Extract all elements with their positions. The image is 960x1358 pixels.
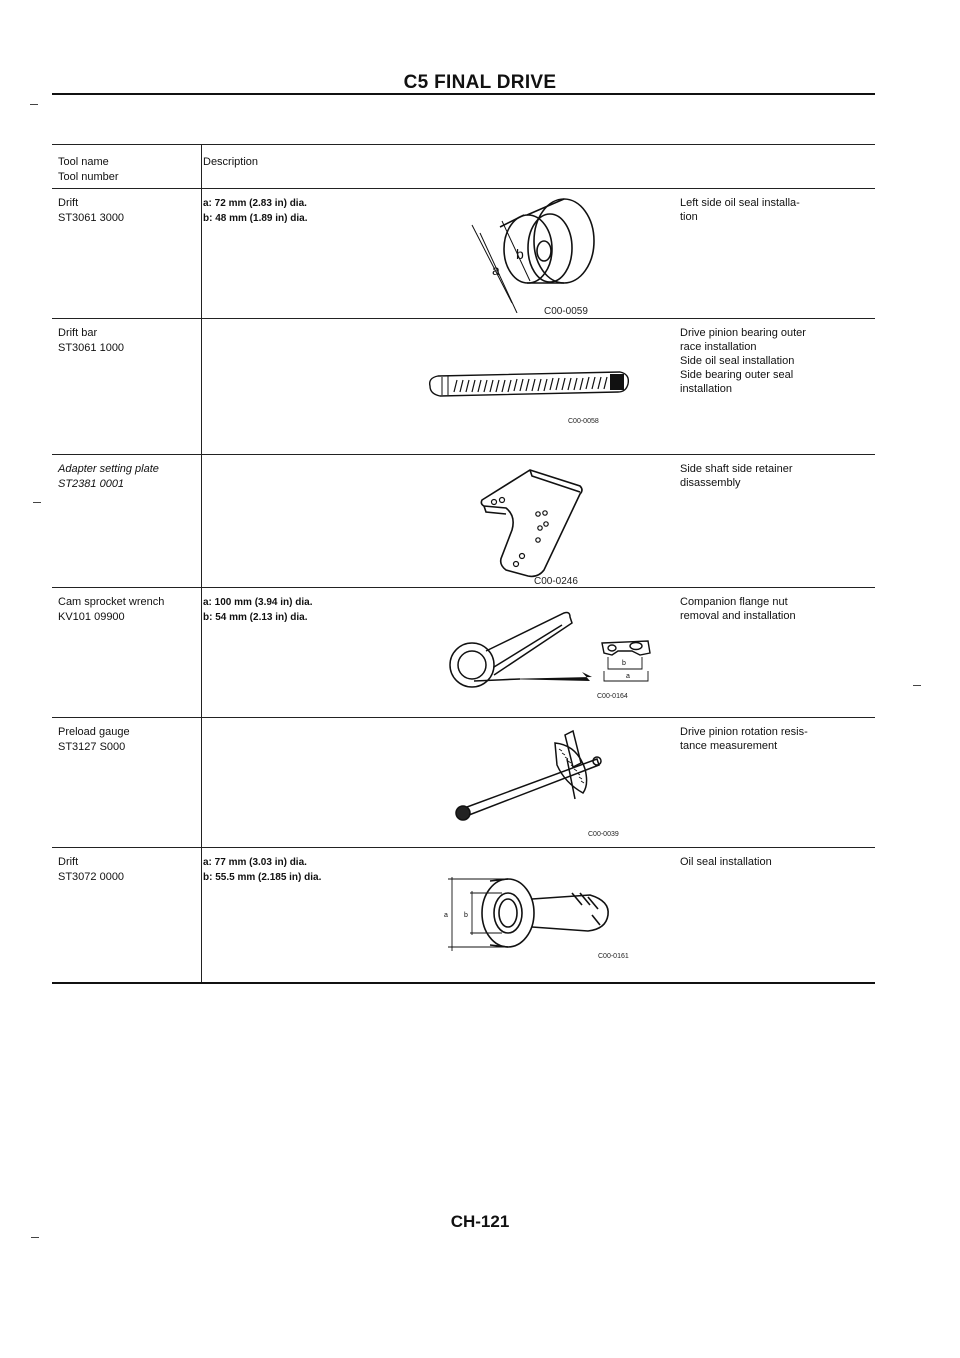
usage-line: race installation xyxy=(680,341,757,353)
tool-cell xyxy=(58,595,164,625)
table-header-tool xyxy=(58,155,119,185)
tool-number: ST3072 0000 xyxy=(58,871,125,883)
row-rule xyxy=(52,454,875,455)
usage-line: Drive pinion rotation resis- xyxy=(680,726,808,738)
tool-name: Drift xyxy=(58,856,79,868)
label-b: b xyxy=(516,246,524,262)
tool-name: Preload gauge xyxy=(58,726,130,738)
usage-line: Side oil seal installation xyxy=(680,355,795,367)
margin-mark xyxy=(31,1237,39,1238)
tool-name: Drift bar xyxy=(58,327,98,339)
usage-line: disassembly xyxy=(680,477,741,489)
label-a: a xyxy=(492,262,500,278)
header-tool-number: Tool number xyxy=(58,171,119,183)
usage-line: Side bearing outer seal xyxy=(680,369,794,381)
header-tool-name: Tool name xyxy=(58,156,109,168)
dimension-b: b: 48 mm (1.89 in) dia. xyxy=(203,213,308,224)
figure-code: C00-0246 xyxy=(534,576,578,587)
title-rule xyxy=(52,93,875,95)
tool-cell xyxy=(58,462,159,492)
tool-cell xyxy=(58,196,124,226)
tool-number: ST2381 0001 xyxy=(58,478,125,490)
usage-line: Oil seal installation xyxy=(680,856,772,868)
usage-line: installation xyxy=(680,383,732,395)
adapter-plate-illustration xyxy=(472,460,592,580)
tool-name: Adapter setting plate xyxy=(58,463,159,475)
dimension-a: a: 100 mm (3.94 in) dia. xyxy=(203,597,313,608)
usage-line: Companion flange nut xyxy=(680,596,788,608)
row-rule xyxy=(52,318,875,319)
label-b: b xyxy=(464,912,468,919)
tool-name: Drift xyxy=(58,197,79,209)
label-b: b xyxy=(622,660,626,667)
table-row xyxy=(52,717,875,847)
usage-text xyxy=(680,326,870,396)
usage-text xyxy=(680,855,870,869)
dimension-a: a: 72 mm (2.83 in) dia. xyxy=(203,198,307,209)
tool-cell xyxy=(58,326,124,356)
label-a: a xyxy=(444,912,448,919)
tool-number: KV101 09900 xyxy=(58,611,125,623)
table-top-rule xyxy=(52,144,875,145)
figure-code: C00-0058 xyxy=(568,418,599,425)
tool-cell xyxy=(58,725,130,755)
usage-line: tion xyxy=(680,211,698,223)
tool-cell xyxy=(58,855,124,885)
table-row xyxy=(52,847,875,982)
table-row xyxy=(52,587,875,717)
usage-line: Left side oil seal installa- xyxy=(680,197,800,209)
row-rule xyxy=(52,717,875,718)
figure-code: C00-0039 xyxy=(588,831,619,838)
dimension-a: a: 77 mm (3.03 in) dia. xyxy=(203,857,307,868)
usage-line: removal and installation xyxy=(680,610,796,622)
table-row xyxy=(52,454,875,587)
usage-text xyxy=(680,196,870,224)
dimension-list xyxy=(203,595,313,625)
page-title: C5 FINAL DRIVE xyxy=(403,72,557,93)
usage-line: Side shaft side retainer xyxy=(680,463,793,475)
drift-bar-illustration xyxy=(424,364,634,404)
dimension-b: b: 54 mm (2.13 in) dia. xyxy=(203,612,308,623)
margin-mark xyxy=(33,502,41,503)
row-rule xyxy=(52,188,875,189)
usage-line: Drive pinion bearing outer xyxy=(680,327,806,339)
usage-text xyxy=(680,595,870,623)
table-bottom-rule xyxy=(52,982,875,984)
figure-code: C00-0161 xyxy=(598,953,629,960)
page-number: CH-121 xyxy=(450,1212,510,1231)
usage-text xyxy=(680,725,870,753)
label-a: a xyxy=(626,673,630,680)
dimension-list xyxy=(203,855,321,885)
figure-code: C00-0164 xyxy=(597,693,628,700)
row-rule xyxy=(52,847,875,848)
tool-number: ST3127 S000 xyxy=(58,741,126,753)
margin-mark xyxy=(913,685,921,686)
usage-text xyxy=(680,462,870,490)
preload-gauge-illustration xyxy=(447,729,617,829)
wrench-illustration xyxy=(442,605,672,697)
tool-name: Cam sprocket wrench xyxy=(58,596,165,608)
margin-mark xyxy=(30,104,38,105)
table-row xyxy=(52,188,875,318)
dimension-list xyxy=(203,196,307,226)
header-description: Description xyxy=(203,156,259,168)
table-row xyxy=(52,318,875,454)
tool-number: ST3061 1000 xyxy=(58,342,125,354)
usage-line: tance measurement xyxy=(680,740,778,752)
dimension-b: b: 55.5 mm (2.185 in) dia. xyxy=(203,872,322,883)
row-rule xyxy=(52,587,875,588)
drift-illustration xyxy=(442,871,632,961)
figure-code: C00-0059 xyxy=(544,306,588,317)
tool-number: ST3061 3000 xyxy=(58,212,125,224)
drift-illustration xyxy=(432,193,652,313)
